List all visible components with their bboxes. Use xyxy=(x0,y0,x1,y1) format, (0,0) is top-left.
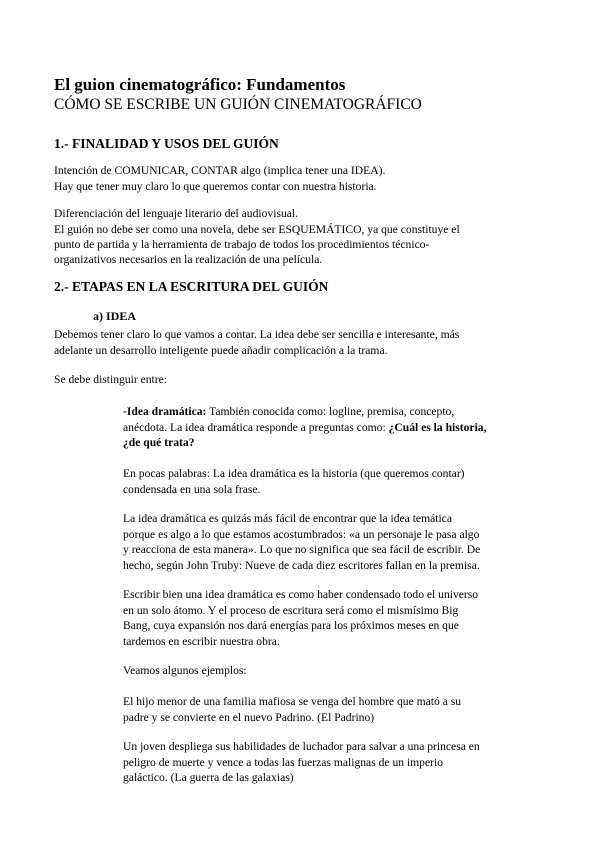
idea-dramatica-line-1 xyxy=(123,404,454,420)
example-line: padre y se convierte en el nuevo Padrino. (El Padrino) xyxy=(123,711,375,724)
paragraph-line: Debemos tener claro lo que vamos a contar. La idea debe ser sencilla e interesante, más xyxy=(54,328,460,341)
paragraph-line: Bang, cuya expansión nos dará energías para los próximos meses en que xyxy=(123,619,459,632)
paragraph-line: en un solo átomo. Y el proceso de escritura será como el mismísimo Big xyxy=(123,604,459,617)
idea-dramatica-question: ¿Cuál es la historia, xyxy=(388,421,487,434)
example-line: El hijo menor de una familia mafiosa se venga del hombre que mató a su xyxy=(123,695,462,708)
idea-dramatica-line-2 xyxy=(123,420,487,436)
paragraph-line: Escribir bien una idea dramática es como haber condensado todo el universo xyxy=(123,588,479,601)
paragraph-line: En pocas palabras: La idea dramática es la historia (que queremos contar) xyxy=(123,467,465,480)
idea-dramatica-line-3 xyxy=(123,435,195,451)
paragraph-line: tardemos en escribir nuestra obra. xyxy=(123,635,280,648)
paragraph-line: porque es algo a lo que estamos acostumbrados: «a un personaje le pasa algo xyxy=(123,528,480,541)
paragraph-line: y reacciona de esta manera». Lo que no significa que sea fácil de escribir. De xyxy=(123,543,481,556)
paragraph-line: Diferenciación del lenguaje literario del audiovisual. xyxy=(54,207,299,220)
example-line: peligro de muerte y vence a todas las fuerzas malignas de un imperio xyxy=(123,756,443,769)
subsection-a-heading: a) IDEA xyxy=(93,309,137,323)
example-line: Un joven despliega sus habilidades de luchador para salvar a una princesa en xyxy=(123,740,480,753)
paragraph-line: adelante un desarrollo inteligente puede añadir complicación a la trama. xyxy=(54,344,388,357)
paragraph-line: condensada en una sola frase. xyxy=(123,483,261,496)
section-1-heading: 1.- FINALIDAD Y USOS DEL GUIÓN xyxy=(54,136,279,151)
paragraph-line: Se debe distinguir entre: xyxy=(54,373,168,386)
idea-dramatica-label: -Idea dramática: xyxy=(123,405,207,418)
example-line: galáctico. (La guerra de las galaxias) xyxy=(123,771,294,784)
idea-dramatica-question: ¿de qué trata? xyxy=(123,436,195,449)
section-2-heading: 2.- ETAPAS EN LA ESCRITURA DEL GUIÓN xyxy=(54,279,329,294)
paragraph-line: hecho, según John Truby: Nueve de cada diez escritores fallan en la premisa. xyxy=(123,559,480,572)
document-subtitle: CÓMO SE ESCRIBE UN GUIÓN CINEMATOGRÁFICO xyxy=(54,96,422,113)
paragraph-line: La idea dramática es quizás más fácil de encontrar que la idea temática xyxy=(123,512,452,525)
paragraph-line: organizativos necesarios en la realización de una película. xyxy=(54,253,323,266)
paragraph-line: Intención de COMUNICAR, CONTAR algo (implica tener una IDEA). xyxy=(54,164,386,177)
paragraph-line: Hay que tener muy claro lo que queremos contar con nuestra historia. xyxy=(54,180,377,193)
document-title: El guion cinematográfico: Fundamentos xyxy=(54,75,346,94)
paragraph-line: Veamos algunos ejemplos: xyxy=(123,664,247,677)
idea-dramatica-text: anécdota. La idea dramática responde a preguntas como: xyxy=(123,421,389,434)
idea-dramatica-text: También conocida como: logline, premisa, concepto, xyxy=(206,405,455,418)
paragraph-line: El guión no debe ser como una novela, debe ser ESQUEMÁTICO, ya que constituye el xyxy=(54,223,460,236)
paragraph-line: punto de partida y la herramienta de trabajo de todos los procedimientos técnico- xyxy=(54,238,430,251)
